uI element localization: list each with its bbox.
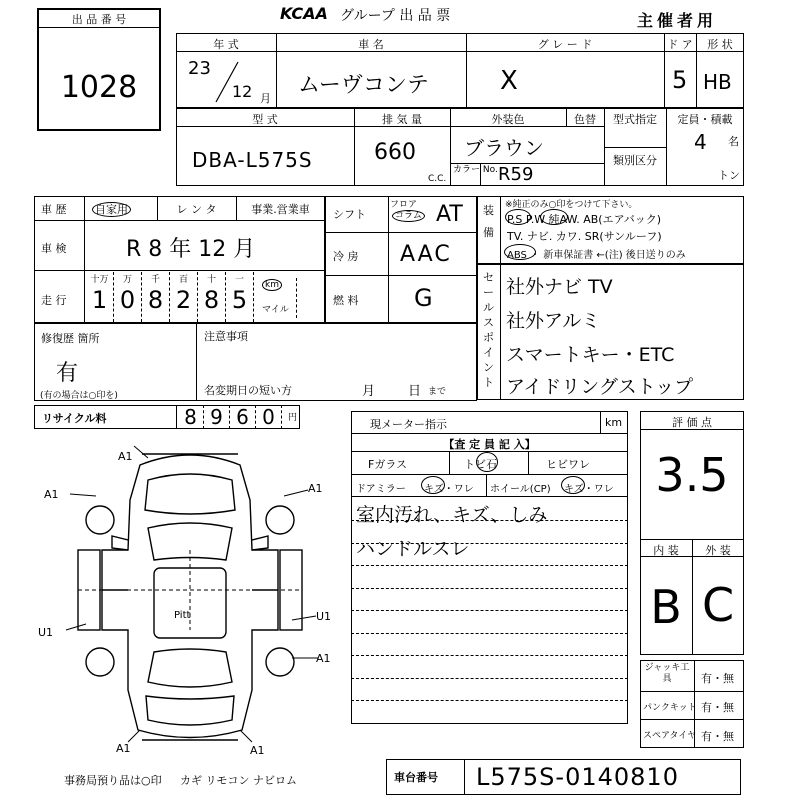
meter-unit: km xyxy=(605,416,623,429)
history-value: 自家用 xyxy=(92,202,131,217)
equipment-note: ※純正のみ○印をつけて下さい。 xyxy=(505,200,638,210)
mark-center: Pitt xyxy=(174,610,191,621)
shift-column: コラム xyxy=(392,210,425,222)
mileage-label: 走 行 xyxy=(41,294,67,307)
sponsor-label: 主催者用 xyxy=(637,11,718,30)
ruled-line xyxy=(351,565,628,566)
ruled-line xyxy=(351,723,628,724)
score-label: 評 価 点 xyxy=(672,416,712,429)
lot-number: 1028 xyxy=(60,70,138,105)
sales-point-3: スマートキー・ETC xyxy=(506,344,675,366)
mark-front-right: A1 xyxy=(308,482,323,495)
chassis-number: L575S-0140810 xyxy=(476,763,679,791)
exterior-label: 外 装 xyxy=(705,544,731,557)
mileage-cell xyxy=(170,272,198,322)
capacity-unit: 名 xyxy=(728,135,739,148)
recycle-digit: 0 xyxy=(256,405,282,429)
mark-rear-right-wheel: A1 xyxy=(316,652,331,665)
sales-point-4: アイドリングストップ xyxy=(506,376,694,398)
grade-value: X xyxy=(500,66,518,96)
shape-label: 形 状 xyxy=(707,38,733,51)
mileage-cell xyxy=(114,272,142,322)
office-label: 事務局預り品は○印 xyxy=(64,774,162,787)
mileage-digit: 2 xyxy=(175,286,192,314)
car-damage-diagram xyxy=(30,440,350,760)
recycle-unit: 円 xyxy=(288,413,298,423)
ac-value: AAC xyxy=(400,242,452,267)
equipment-label: 装 備 xyxy=(483,204,494,239)
ton-unit: トン xyxy=(718,169,740,182)
ruled-line xyxy=(351,655,628,656)
name-change-until: まで xyxy=(428,387,447,397)
interior-label: 内 装 xyxy=(653,544,679,557)
year-label: 年 式 xyxy=(213,38,239,51)
ruled-line xyxy=(351,700,628,701)
recycle-digit: 6 xyxy=(230,405,256,429)
inspector-note-1: 室内汚れ、キズ、しみ xyxy=(356,504,548,526)
inspection-label: 車 検 xyxy=(41,242,67,255)
equipment-line3: ABS ・ 新車保証書 ←(注) 後日送りのみ xyxy=(507,250,686,261)
mileage-cell xyxy=(198,272,226,322)
jack-label: ジャッキ工 具 xyxy=(644,663,690,684)
abs-circle xyxy=(504,244,536,260)
mileage-digit: 8 xyxy=(203,286,220,314)
pw-circle xyxy=(540,209,568,225)
mark-front-left: A1 xyxy=(44,488,59,501)
score-value: 3.5 xyxy=(655,448,729,502)
sales-point-2: 社外アルミ xyxy=(506,310,601,332)
mile-unit: マイル xyxy=(262,305,289,315)
tobi-label: トビ石 xyxy=(464,458,497,471)
mileage-unit-label: 十万 xyxy=(90,275,109,285)
displacement-value: 660 xyxy=(374,140,416,165)
color-no-value: R59 xyxy=(498,164,534,185)
mileage-digit: 8 xyxy=(147,286,164,314)
sales-label: セールスポイント xyxy=(483,271,494,389)
mileage-cell xyxy=(142,272,170,322)
name-change-label: 名変期日の短い方 xyxy=(204,384,292,397)
mark-rear-right: A1 xyxy=(250,744,265,757)
class-label: 類別区分 xyxy=(613,154,657,167)
car-name-label: 車 名 xyxy=(358,38,384,51)
interior-score: B xyxy=(650,580,682,634)
meter-label: 現メーター指示 xyxy=(370,418,447,431)
glass-label: Fガラス xyxy=(368,458,407,471)
equipment-line2: TV. ナビ. カワ. SR(サンルーフ) xyxy=(507,230,662,243)
shift-floor: フロア xyxy=(390,200,418,210)
year-value: 23 xyxy=(188,58,211,79)
ps-circle xyxy=(505,209,531,225)
mirror-circle xyxy=(421,476,445,494)
business-option: 事業.営業車 xyxy=(251,203,310,216)
wheel-kizu: キズ・ワレ xyxy=(564,484,614,495)
month-value: 12 xyxy=(232,82,253,101)
ruled-line xyxy=(351,588,628,589)
recycle-digit: 9 xyxy=(204,405,230,429)
capacity-value: 4 xyxy=(694,130,707,154)
name-change-month: 月 xyxy=(362,384,376,399)
ruled-line xyxy=(351,678,628,679)
notice-label: 注意事項 xyxy=(204,330,248,343)
ruled-line xyxy=(351,610,628,611)
ruled-line xyxy=(351,633,628,634)
mark-rear-left: A1 xyxy=(116,742,131,755)
wheel-circle xyxy=(561,476,585,494)
mileage-digit: 5 xyxy=(231,286,248,314)
recycle-label: リサイクル料 xyxy=(42,412,107,425)
jack-value: 有・無 xyxy=(701,672,734,685)
inspection-value: R 8 年 12 月 xyxy=(126,237,256,262)
grade-label: グ レ ー ド xyxy=(537,38,593,51)
equipment-line1: P.S P.W 純AW. AB(エアバック) xyxy=(507,213,661,226)
displacement-label: 排 気 量 xyxy=(382,113,422,126)
month-unit: 月 xyxy=(260,92,271,105)
mileage-digit: 0 xyxy=(119,286,136,314)
office-items: カギ リモコン ナビロム xyxy=(180,774,297,787)
spare-value: 有・無 xyxy=(701,730,734,743)
chassis-label: 車台番号 xyxy=(394,771,438,784)
color-change-label: 色替 xyxy=(574,113,596,126)
km-unit: km xyxy=(262,279,282,291)
mileage-unit-label: 万 xyxy=(122,275,132,285)
sales-point-1: 社外ナビ TV xyxy=(506,276,613,298)
mirror-label: ドアミラー xyxy=(356,484,406,495)
repair-value: 有 xyxy=(56,361,79,386)
shape-value: HB xyxy=(703,70,732,94)
puncture-value: 有・無 xyxy=(701,701,734,714)
puncture-label: パンクキット xyxy=(643,703,697,713)
mileage-digit: 1 xyxy=(91,286,108,314)
mirror-kizu: キズ・ワレ xyxy=(424,484,474,495)
mileage-cell xyxy=(226,272,254,322)
mileage-cell xyxy=(86,272,114,322)
recycle-digit: 8 xyxy=(178,405,204,429)
mark-front: A1 xyxy=(118,450,133,463)
mark-left-door: U1 xyxy=(38,626,54,639)
mileage-unit-label: 一 xyxy=(234,275,244,285)
hibi-label: ヒビワレ xyxy=(546,458,590,471)
shift-value: AT xyxy=(436,202,463,227)
ac-label: 冷 房 xyxy=(333,250,359,263)
color-value: ブラウン xyxy=(464,136,544,160)
door-label: ド ア xyxy=(667,38,693,51)
wheel-label: ホイール(CP) xyxy=(490,484,551,495)
inspector-note-2: ハンドルスレ xyxy=(356,538,470,560)
fuel-value: G xyxy=(414,284,433,312)
model-label: 型 式 xyxy=(252,113,278,126)
color-label: 外装色 xyxy=(491,113,525,126)
sheet-title: グループ 出 品 票 xyxy=(340,8,451,24)
capacity-label: 定員・積載 xyxy=(677,113,733,126)
car-name-value: ムーヴコンテ xyxy=(298,73,429,98)
name-change-day: 日 xyxy=(408,384,422,399)
color-no-label: カラー No. xyxy=(453,165,498,175)
repair-note: (有の場合は○印を) xyxy=(40,391,118,401)
shift-label: シフト xyxy=(333,208,366,221)
tobi-circle xyxy=(476,452,498,472)
rental-option: レ ン タ xyxy=(176,203,217,216)
repair-label: 修復歴 箇所 xyxy=(41,332,100,345)
doors-value: 5 xyxy=(672,66,688,94)
spare-label: スペアタイヤ xyxy=(643,731,697,741)
model-value: DBA-L575S xyxy=(192,148,313,172)
lot-label: 出 品 番 号 xyxy=(71,13,127,26)
history-label: 車 歴 xyxy=(41,203,67,216)
type-designation-label: 型式指定 xyxy=(613,113,657,126)
mileage-unit-label: 十 xyxy=(206,275,216,285)
fuel-label: 燃 料 xyxy=(333,294,359,307)
brand-logo: KCAA xyxy=(280,4,328,23)
mark-right-door: U1 xyxy=(316,610,332,623)
cc-unit: C.C. xyxy=(428,174,447,184)
inspector-title: 【査 定 員 記 入】 xyxy=(443,438,536,451)
exterior-score: C xyxy=(701,578,735,632)
mileage-unit-label: 百 xyxy=(178,275,188,285)
mileage-unit-label: 千 xyxy=(150,275,160,285)
